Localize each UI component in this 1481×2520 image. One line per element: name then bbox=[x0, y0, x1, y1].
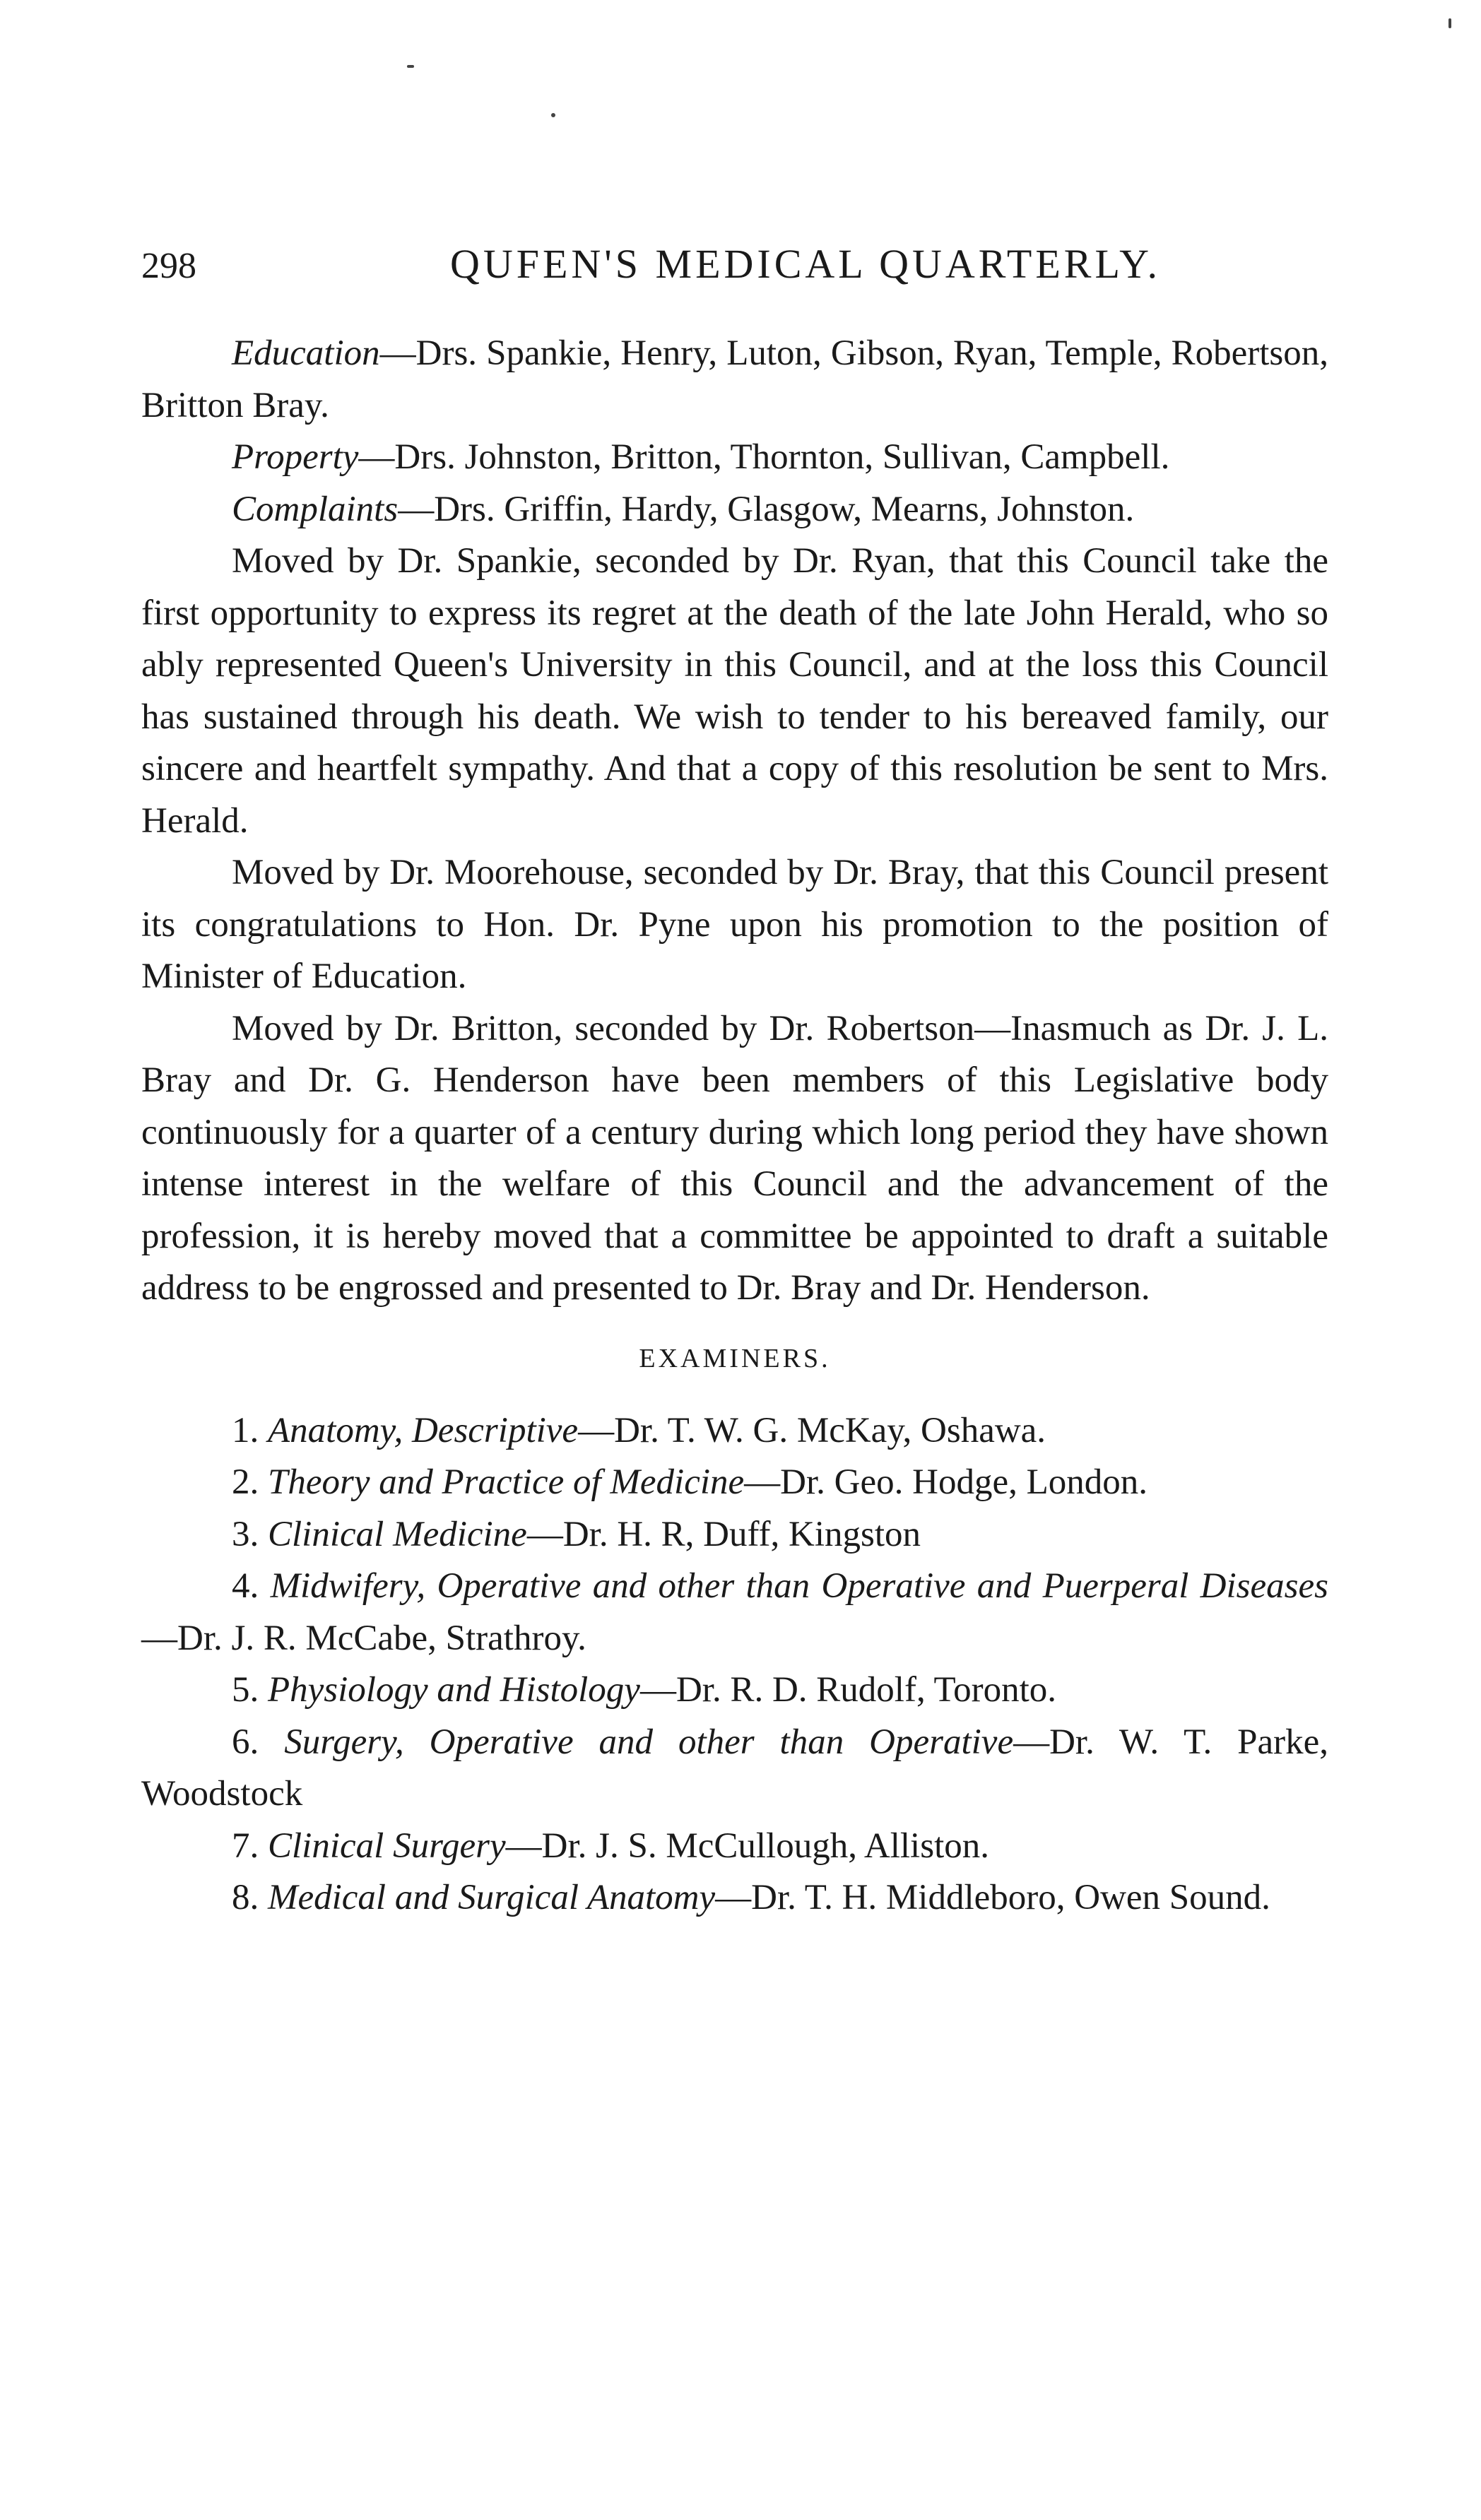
committee-list bbox=[141, 328, 1328, 536]
examiner-subject: Physiology and Histology bbox=[268, 1670, 640, 1710]
examiner-entry bbox=[141, 1509, 1328, 1561]
examiner-name: —Dr. J. R. McCabe, Strathroy. bbox=[141, 1618, 586, 1658]
motion-paragraph: Moved by Dr. Spankie, seconded by Dr. Ryan, that this Council take the first opportunity to express its regret at the death of the late John Herald, who so ably represented Queen's University in this Council, and at the loss this Council has sustained through his death. We wish to tender to his bereaved family, our sincere and heartfelt sympathy. And that a copy of this resolution be sent to Mrs. Herald. bbox=[141, 541, 1328, 841]
examiner-name: —Dr. H. R, Duff, Kingston bbox=[526, 1514, 921, 1554]
examiner-name: —Dr. T. W. G. McKay, Oshawa. bbox=[578, 1410, 1046, 1450]
examiner-entry bbox=[141, 1405, 1328, 1457]
examiner-list bbox=[141, 1405, 1328, 1924]
examiner-subject: Anatomy, Descriptive bbox=[268, 1410, 579, 1450]
examiner-subject: Midwifery, Operative and other than Operative and Puerperal Diseases bbox=[270, 1566, 1329, 1606]
committee-members: —Drs. Johnston, Britton, Thornton, Sullivan, Campbell. bbox=[358, 437, 1170, 477]
examiner-entry bbox=[141, 1821, 1328, 1873]
committee-entry bbox=[141, 484, 1328, 536]
examiner-number: 1. bbox=[232, 1410, 259, 1450]
examiner-name: —Dr. W. T. Parke, Woodstock bbox=[141, 1722, 1329, 1814]
examiner-entry bbox=[141, 1872, 1328, 1924]
page-number: 298 bbox=[141, 246, 196, 286]
examiner-subject: Medical and Surgical Anatomy bbox=[268, 1878, 716, 1917]
ink-speck bbox=[551, 113, 555, 117]
committee-title: Complaints bbox=[232, 489, 399, 529]
committee-members: —Drs. Griffin, Hardy, Glasgow, Mearns, Johnston. bbox=[398, 489, 1135, 529]
examiner-name: —Dr. R. D. Rudolf, Toronto. bbox=[639, 1670, 1057, 1710]
running-title: QUFEN'S MEDICAL QUARTERLY. bbox=[449, 241, 1162, 287]
examiner-subject: Clinical Medicine bbox=[268, 1514, 527, 1554]
examiner-subject: Clinical Surgery bbox=[268, 1826, 506, 1866]
committee-entry bbox=[141, 432, 1328, 484]
examiner-number: 8. bbox=[232, 1878, 259, 1917]
examiner-number: 6. bbox=[232, 1722, 259, 1762]
examiner-number: 5. bbox=[232, 1670, 259, 1710]
committee-title: Property bbox=[232, 437, 359, 477]
motion-list bbox=[141, 536, 1328, 1315]
motion-paragraph: Moved by Dr. Moorehouse, seconded by Dr. Bray, that this Council present its congratulations to Hon. Dr. Pyne upon his promotion to the position of Minister of Education. bbox=[141, 853, 1328, 996]
page bbox=[141, 240, 1328, 1924]
examiner-name: —Dr. J. S. McCullough, Alliston. bbox=[505, 1826, 989, 1866]
committee-entry bbox=[141, 328, 1328, 432]
ink-speck bbox=[1448, 18, 1451, 28]
examiner-name: —Dr. Geo. Hodge, London. bbox=[744, 1462, 1147, 1502]
examiner-number: 4. bbox=[232, 1566, 259, 1606]
examiner-subject: Theory and Practice of Medicine bbox=[268, 1462, 745, 1502]
examiner-number: 7. bbox=[232, 1826, 259, 1866]
examiner-number: 2. bbox=[232, 1462, 259, 1502]
page-header bbox=[141, 240, 1328, 304]
examiner-entry bbox=[141, 1664, 1328, 1717]
examiner-entry bbox=[141, 1457, 1328, 1509]
examiner-entry bbox=[141, 1717, 1328, 1821]
examiners-heading: EXAMINERS. bbox=[639, 1343, 831, 1373]
examiner-entry bbox=[141, 1561, 1328, 1664]
examiner-name: —Dr. T. H. Middleboro, Owen Sound. bbox=[715, 1878, 1270, 1917]
committee-members: —Drs. Spankie, Henry, Luton, Gibson, Ryan, Temple, Robertson, Britton Bray. bbox=[141, 333, 1328, 425]
committee-title: Education bbox=[232, 333, 380, 373]
motion-paragraph: Moved by Dr. Britton, seconded by Dr. Robertson—Inasmuch as Dr. J. L. Bray and Dr. G. Henderson have been members of this Legislative body continuously for a quarter of a century during which long period they have shown intense interest in the welfare of this Council and the advancement of the profession, it is hereby moved that a committee be appointed to draft a suitable address to be engrossed and presented to Dr. Bray and Dr. Henderson. bbox=[141, 1008, 1328, 1308]
ink-speck bbox=[407, 65, 414, 68]
examiner-number: 3. bbox=[232, 1514, 259, 1554]
examiner-subject: Surgery, Operative and other than Operative bbox=[284, 1722, 1014, 1762]
